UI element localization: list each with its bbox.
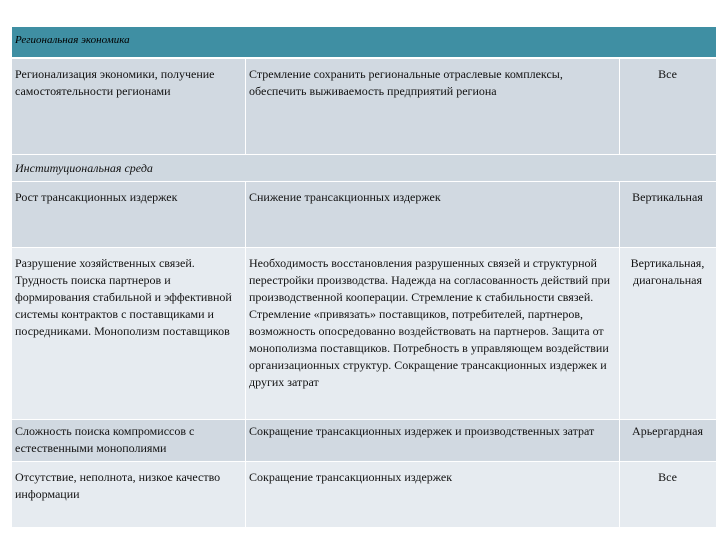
- cell-problem: Регионализация экономики, получение самостоятельности регионами: [15, 67, 215, 98]
- cell-reason: Снижение трансакционных издержек: [245, 182, 618, 247]
- table-row: [12, 182, 716, 248]
- cell-type: Арьергардная: [619, 420, 716, 461]
- table-row: [12, 248, 716, 420]
- cell-problem: Сложность поиска компромиссов с естественными монополиями: [15, 424, 195, 455]
- cell-problem: Разрушение хозяйственных связей. Трудность поиска партнеров и формирования стабильной и эффективной системы контрактов с поставщиками и посредниками. Монополизм поставщиков: [15, 256, 232, 338]
- cell-type: Все: [619, 462, 716, 527]
- cell-reason: Сокращение трансакционных издержек и производственных затрат: [245, 420, 618, 461]
- table-row: [12, 420, 716, 462]
- cell-type: Вертикальная: [619, 182, 716, 247]
- section-row: [12, 155, 716, 182]
- cell-reason: Стремление сохранить региональные отраслевые комплексы, обеспечить выживаемость предприятий региона: [245, 59, 618, 154]
- section-title: Институциональная среда: [15, 161, 153, 175]
- table-header-row: [12, 27, 716, 59]
- data-table: [12, 27, 716, 527]
- cell-problem: Отсутствие, неполнота, низкое качество информации: [15, 470, 221, 501]
- cell-reason: Необходимость восстановления разрушенных связей и структурной перестройки производства. Надежда на согласованность действий при производственной кооперации. Стремление к стабильности связей. Стремление «привязать» поставщиков, потребителей, партнеров, возможность опосредованно воздействовать на партнеров. Защита от монополизма поставщиков. Потребность в управляющем воздействии организационных структур. Сокращение трансакционных издержек и других затрат: [245, 248, 618, 419]
- header-title: Региональная экономика: [15, 34, 130, 46]
- cell-reason: Сокращение трансакционных издержек: [245, 462, 618, 527]
- table-row: [12, 462, 716, 527]
- cell-type: Все: [619, 59, 716, 154]
- cell-type: Вертикальная, диагональная: [619, 248, 716, 419]
- cell-problem: Рост трансакционных издержек: [15, 190, 178, 204]
- table-row: [12, 59, 716, 155]
